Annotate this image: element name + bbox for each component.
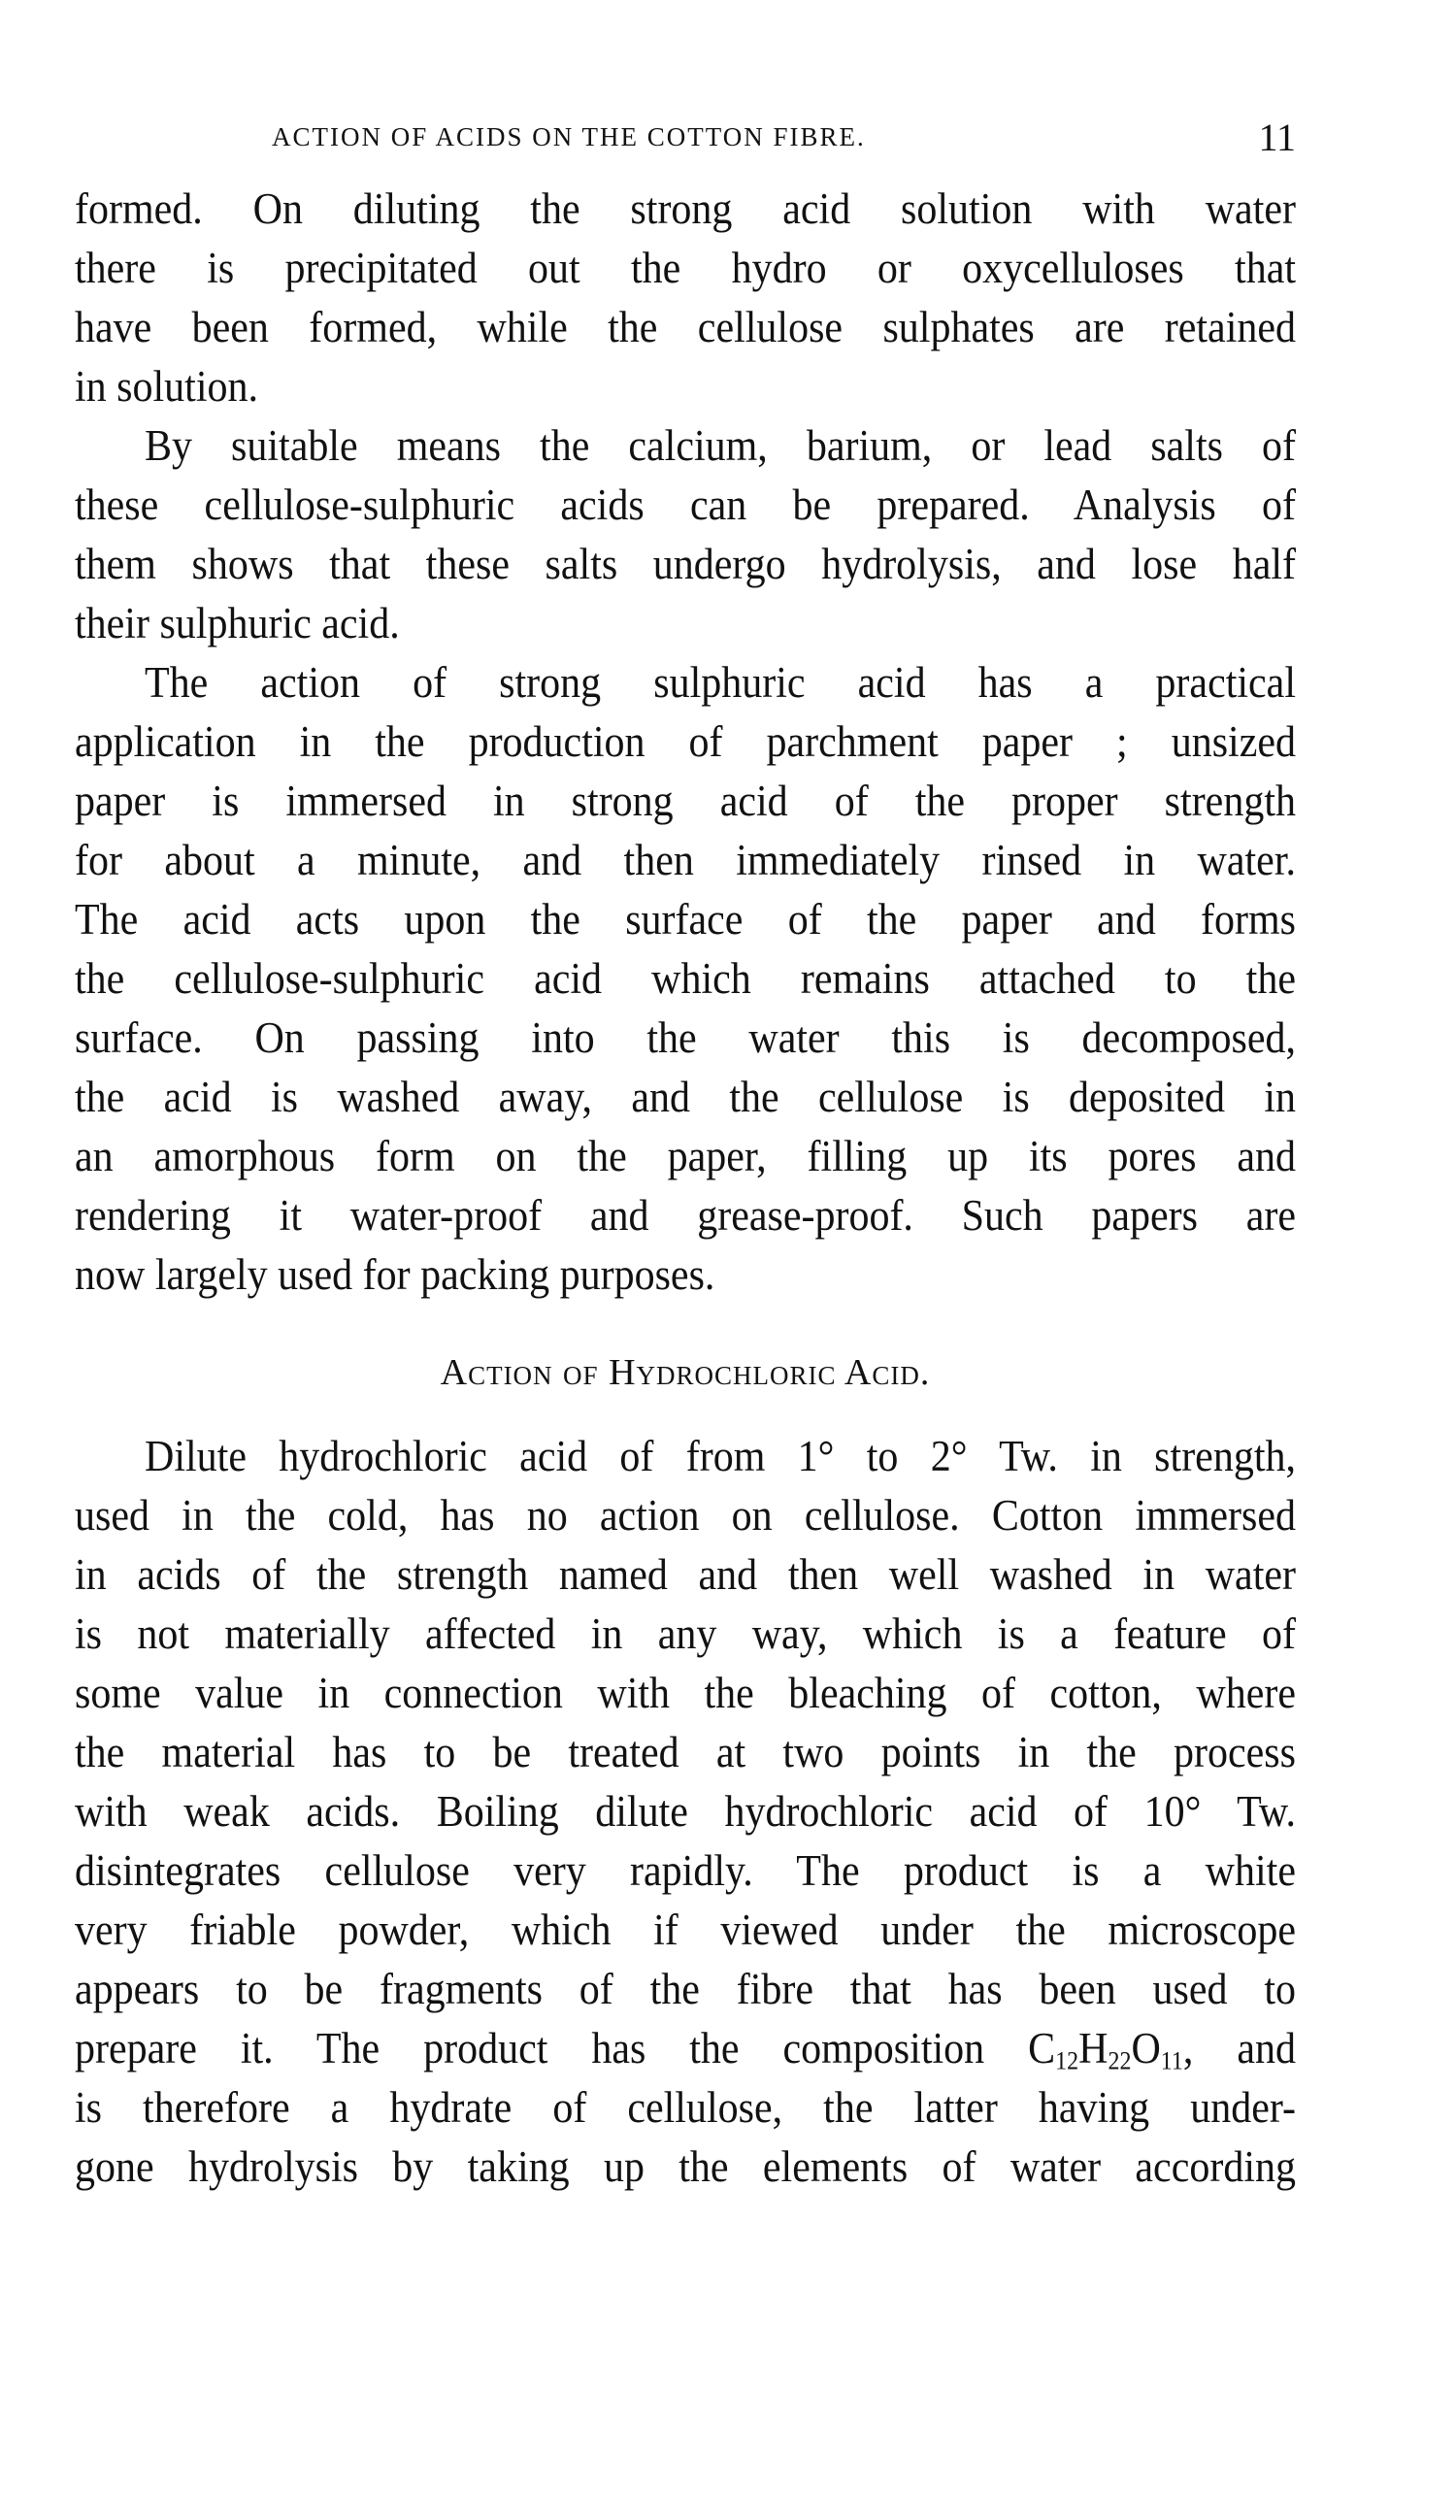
text-span: , and (1182, 2025, 1296, 2073)
text-line: now largely used for packing purposes. (75, 1251, 715, 1300)
text-line: some value in connection with the bleaching of cotton, where (75, 1670, 1296, 1718)
text-line: The acid acts upon the surface of the paper and forms (75, 896, 1296, 945)
text-line: disintegrates cellulose very rapidly. The product is a white (75, 1847, 1296, 1896)
text-line: the material has to be treated at two points in the process (75, 1729, 1296, 1777)
text-line: their sulphuric acid. (75, 600, 400, 648)
text-line: have been formed, while the cellulose sulphates are retained (75, 304, 1296, 352)
paragraph (75, 654, 1296, 1306)
paragraph (75, 181, 1296, 417)
text-line: is therefore a hydrate of cellulose, the latter having under- (75, 2084, 1296, 2133)
text-line: By suitable means the calcium, barium, or lead salts of (145, 422, 1296, 471)
text-line: an amorphous form on the paper, filling up its pores and (75, 1133, 1296, 1181)
text-line: The action of strong sulphuric acid has a practical (145, 659, 1296, 708)
subscript: 22 (1108, 2047, 1132, 2075)
text-line: surface. On passing into the water this is decomposed, (75, 1014, 1296, 1063)
text-line: appears to be fragments of the fibre that has been used to (75, 1966, 1296, 2014)
text-span: O (1131, 2025, 1161, 2073)
text-span: prepare it. The product has the composition C (75, 2025, 1056, 2073)
text-line: the cellulose-sulphuric acid which remains attached to the (75, 955, 1296, 1004)
text-line: there is precipitated out the hydro or oxycelluloses that (75, 245, 1296, 293)
paragraph (75, 1428, 1296, 2198)
text-line: Dilute hydrochloric acid of from 1° to 2° Tw. in strength, (145, 1433, 1296, 1481)
text-line: in solution. (75, 363, 259, 412)
text-line: them shows that these salts undergo hydrolysis, and lose half (75, 541, 1296, 589)
text-line: these cellulose-sulphuric acids can be prepared. Analysis of (75, 481, 1296, 530)
text-line: rendering it water-proof and grease-proof. Such papers are (75, 1192, 1296, 1241)
text-line: paper is immersed in strong acid of the proper strength (75, 778, 1296, 826)
paragraph (75, 417, 1296, 654)
text-line: gone hydrolysis by taking up the elements of water according (75, 2143, 1296, 2192)
subscript: 12 (1055, 2047, 1079, 2075)
running-header (75, 115, 1296, 163)
text-line (75, 2018, 1296, 2082)
text-line: in acids of the strength named and then well washed in water (75, 1551, 1296, 1600)
text-line: very friable powder, which if viewed under the microscope (75, 1907, 1296, 1955)
text-line: used in the cold, has no action on cellulose. Cotton immersed (75, 1492, 1296, 1541)
text-line: for about a minute, and then immediately rinsed in water. (75, 837, 1296, 885)
subscript: 11 (1160, 2047, 1183, 2075)
text-line: the acid is washed away, and the cellulose is deposited in (75, 1074, 1296, 1122)
text-line: formed. On diluting the strong acid solution with water (75, 185, 1296, 234)
text-line: is not materially affected in any way, which is a feature of (75, 1610, 1296, 1659)
section-heading: Action of Hydrochloric Acid. (440, 1352, 931, 1393)
text-span: H (1078, 2025, 1109, 2073)
text-line: application in the production of parchment paper ; unsized (75, 718, 1296, 767)
page-number: 11 (1258, 116, 1296, 159)
running-title: ACTION OF ACIDS ON THE COTTON FIBRE. (272, 122, 866, 151)
text-line: with weak acids. Boiling dilute hydrochloric acid of 10° Tw. (75, 1788, 1296, 1837)
page-body (75, 181, 1296, 2198)
